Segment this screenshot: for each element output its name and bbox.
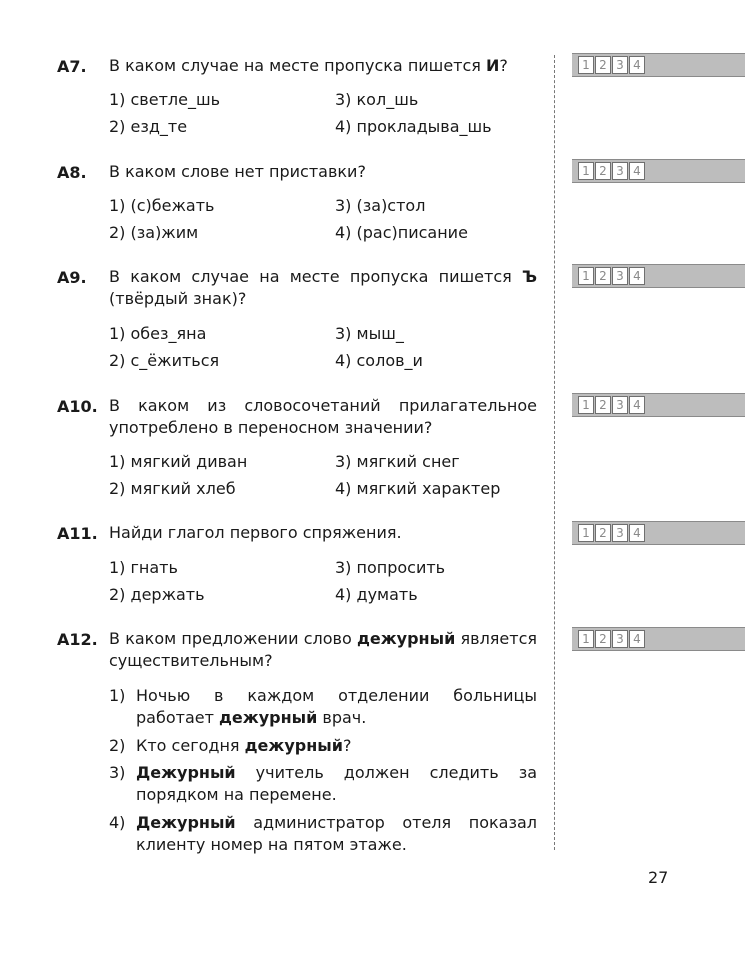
question-number: А11.	[57, 524, 98, 543]
answer-grid[interactable]	[572, 53, 745, 77]
option[interactable]: 4) Дежурный администратор отеля показал клиенту номер на пятом этаже.	[109, 813, 537, 854]
answer-box[interactable]: 3	[612, 524, 628, 542]
answer-grid[interactable]	[572, 159, 745, 183]
option[interactable]: 3) мыш_	[335, 324, 404, 343]
answer-box[interactable]: 4	[629, 56, 645, 74]
option[interactable]: 2) (за)жим	[109, 223, 199, 242]
answer-box[interactable]: 4	[629, 524, 645, 542]
answer-box[interactable]: 4	[629, 630, 645, 648]
option[interactable]: 2) Кто сегодня дежурный?	[109, 736, 352, 755]
answer-box[interactable]: 2	[595, 524, 611, 542]
question-text: Найди глагол первого спряжения.	[109, 523, 402, 542]
option[interactable]: 1) Ночью в каждом отделении больницы работает дежурный врач.	[109, 686, 537, 727]
question-text: В каком предложении слово дежурный является существительным?	[109, 629, 537, 670]
option[interactable]: 2) с_ёжиться	[109, 351, 220, 370]
answer-box[interactable]: 1	[578, 630, 594, 648]
question-number: А7.	[57, 57, 87, 76]
answer-box[interactable]: 2	[595, 396, 611, 414]
option[interactable]: 3) (за)стол	[335, 196, 426, 215]
option[interactable]: 4) (рас)писание	[335, 223, 468, 242]
question-number: А9.	[57, 268, 87, 287]
question-number: А10.	[57, 397, 98, 416]
answer-box[interactable]: 3	[612, 267, 628, 285]
answer-box[interactable]: 2	[595, 267, 611, 285]
answer-box[interactable]: 4	[629, 162, 645, 180]
answer-box[interactable]: 1	[578, 56, 594, 74]
option[interactable]: 2) езд_те	[109, 117, 188, 136]
answer-box[interactable]: 1	[578, 396, 594, 414]
answer-box[interactable]: 1	[578, 524, 594, 542]
page-number: 27	[648, 868, 669, 887]
answer-box[interactable]: 3	[612, 56, 628, 74]
answer-grid[interactable]	[572, 521, 745, 545]
option[interactable]: 3) кол_шь	[335, 90, 419, 109]
answer-box[interactable]: 1	[578, 162, 594, 180]
question-text: В каком из словосочетаний прилагательное употреблено в переносном значении?	[109, 396, 537, 437]
answer-box[interactable]: 4	[629, 396, 645, 414]
answer-grid[interactable]	[572, 393, 745, 417]
answer-grid[interactable]	[572, 264, 745, 288]
option[interactable]: 4) солов_и	[335, 351, 423, 370]
question-number: А8.	[57, 163, 87, 182]
answer-grid[interactable]	[572, 627, 745, 651]
question-text: В каком случае на месте пропуска пишется И?	[109, 56, 508, 75]
answer-box[interactable]: 2	[595, 56, 611, 74]
answer-box[interactable]: 3	[612, 630, 628, 648]
option[interactable]: 1) мягкий диван	[109, 452, 248, 471]
option[interactable]: 1) светле_шь	[109, 90, 221, 109]
answer-box[interactable]: 2	[595, 162, 611, 180]
option[interactable]: 4) мягкий характер	[335, 479, 501, 498]
option[interactable]: 1) (с)бежать	[109, 196, 215, 215]
question-text: В каком слове нет приставки?	[109, 162, 366, 181]
option[interactable]: 4) прокладыва_шь	[335, 117, 492, 136]
answer-box[interactable]: 2	[595, 630, 611, 648]
answer-box[interactable]: 3	[612, 396, 628, 414]
margin-divider	[554, 55, 555, 850]
question-text: В каком случае на месте пропуска пишется Ъ (твёрдый знак)?	[109, 267, 537, 308]
option[interactable]: 3) попросить	[335, 558, 446, 577]
option[interactable]: 2) мягкий хлеб	[109, 479, 236, 498]
option[interactable]: 4) думать	[335, 585, 418, 604]
option[interactable]: 1) обез_яна	[109, 324, 207, 343]
option[interactable]: 3) мягкий снег	[335, 452, 460, 471]
answer-box[interactable]: 3	[612, 162, 628, 180]
option[interactable]: 2) держать	[109, 585, 205, 604]
option[interactable]: 3) Дежурный учитель должен следить за порядком на перемене.	[109, 763, 537, 804]
question-number: А12.	[57, 630, 98, 649]
answer-box[interactable]: 4	[629, 267, 645, 285]
answer-box[interactable]: 1	[578, 267, 594, 285]
option[interactable]: 1) гнать	[109, 558, 178, 577]
